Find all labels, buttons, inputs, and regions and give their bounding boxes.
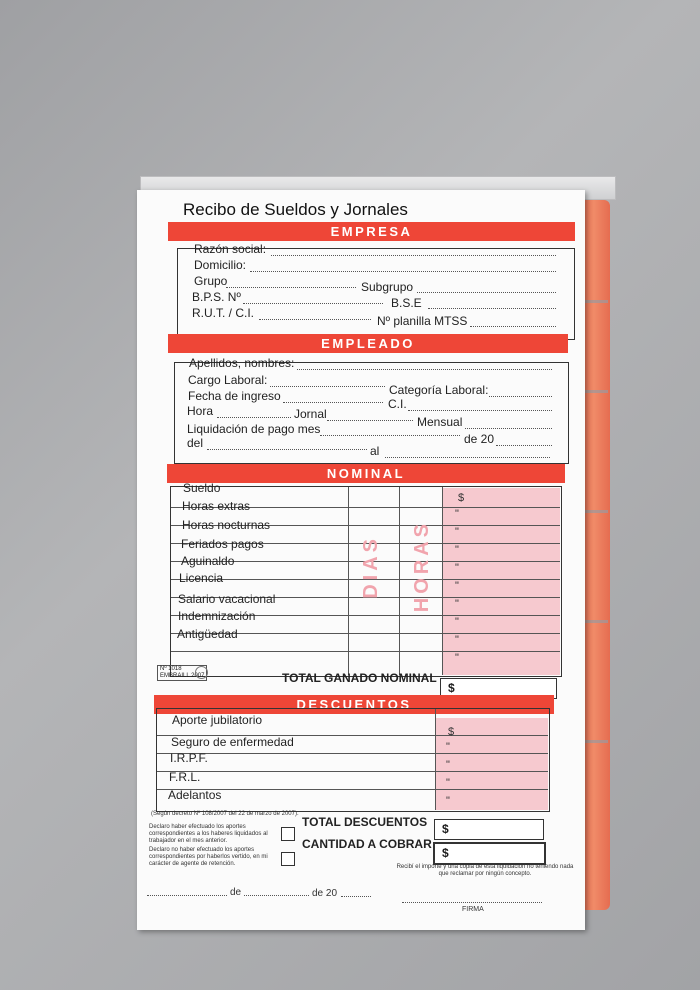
nominal-divider-dias xyxy=(348,487,349,675)
al-line[interactable] xyxy=(385,457,550,458)
categoria-label: Categoría Laboral: xyxy=(389,383,489,397)
descuentos-row-label: F.R.L. xyxy=(169,770,201,784)
pad-stripe xyxy=(584,510,608,513)
del-line[interactable] xyxy=(207,449,367,450)
fecha-ingreso-label: Fecha de ingreso xyxy=(188,389,281,403)
descuentos-rowline xyxy=(157,771,548,772)
recibi-text: Recibí el importe y una copia de esta liquidación no teniendo nada que reclamar por ningún concepto. xyxy=(396,864,574,877)
declaro-no-aportes-text: Declaro no haber efectuado los aportes correspondientes por haberlos vertido, en mi carácter de agente de retención. xyxy=(149,847,268,867)
nominal-row-label: Horas nocturnas xyxy=(182,518,271,532)
planilla-label: Nº planilla MTSS xyxy=(377,314,468,328)
nominal-rowline xyxy=(171,651,560,652)
al-label: al xyxy=(370,444,380,458)
pad-stripe xyxy=(584,620,608,623)
receipt-form xyxy=(137,190,585,930)
descuentos-divider xyxy=(435,709,436,810)
cantidad-cobrar-field[interactable] xyxy=(433,842,546,865)
nominal-row-label: Licencia xyxy=(179,571,224,585)
hora-line[interactable] xyxy=(217,417,291,418)
grupo-label: Grupo xyxy=(194,274,228,288)
jornal-label: Jornal xyxy=(294,407,327,421)
ci-line[interactable] xyxy=(408,410,552,411)
firma-line[interactable] xyxy=(402,902,542,903)
nominal-ditto: " xyxy=(455,544,459,556)
nominal-banner: NOMINAL xyxy=(167,464,565,483)
categoria-line[interactable] xyxy=(489,396,552,397)
bps-line[interactable] xyxy=(243,303,383,304)
cargo-line[interactable] xyxy=(270,386,385,387)
nominal-ditto: " xyxy=(455,652,459,664)
total-ganado-currency: $ xyxy=(448,681,455,695)
pad-stripe xyxy=(584,300,608,303)
ci-label: C.I. xyxy=(388,397,407,411)
bps-label: B.P.S. Nº xyxy=(192,290,241,304)
cargo-label: Cargo Laboral: xyxy=(188,373,268,387)
descuentos-ditto: " xyxy=(446,777,450,789)
descuentos-row-label: Adelantos xyxy=(168,788,222,802)
nominal-ditto: " xyxy=(455,562,459,574)
nominal-ditto: " xyxy=(455,580,459,592)
subgrupo-label: Subgrupo xyxy=(361,280,414,294)
total-ganado-label: TOTAL GANADO NOMINAL xyxy=(282,671,437,685)
printer-stamp-number: Nº 1018 xyxy=(160,666,182,672)
nominal-row-label: Feriados pagos xyxy=(181,537,264,551)
nominal-ditto: " xyxy=(455,616,459,628)
descuentos-row-label: Seguro de enfermedad xyxy=(171,735,294,749)
cantidad-cobrar-currency: $ xyxy=(442,846,449,860)
nominal-divider-importe xyxy=(442,487,443,675)
lugar-line[interactable] xyxy=(147,895,227,896)
empresa-banner: EMPRESA xyxy=(168,222,575,241)
fecha-ingreso-line[interactable] xyxy=(283,402,383,403)
de20-line[interactable] xyxy=(496,445,552,446)
nominal-row-label: Sueldo xyxy=(183,481,221,495)
dias-watermark: DIAS xyxy=(360,535,382,599)
pad-stripe xyxy=(584,390,608,393)
declaro-aportes-text: Declaro haber efectuado los aportes correspondientes a los haberes liquidados al trabajador en el mes anterior. xyxy=(149,824,268,844)
total-descuentos-currency: $ xyxy=(442,822,449,836)
horas-watermark: HORAS xyxy=(411,520,433,613)
subgrupo-line[interactable] xyxy=(417,292,556,293)
nominal-ditto: " xyxy=(455,526,459,538)
liquidacion-label: Liquidación de pago mes xyxy=(187,422,321,436)
descuentos-currency: $ xyxy=(448,726,455,738)
mensual-label: Mensual xyxy=(417,415,463,429)
apellidos-label: Apellidos, nombres: xyxy=(189,356,295,370)
nominal-row-label: Indemnización xyxy=(178,609,256,623)
decreto-note: (Según decreto Nº 108/2007 del 22 de marzo de 2007). xyxy=(151,811,299,817)
rut-line[interactable] xyxy=(259,319,371,320)
razon-social-label: Razón social: xyxy=(194,242,267,256)
de20-label: de 20 xyxy=(464,432,495,446)
fecha-de20-label: de 20 xyxy=(312,888,338,899)
descuentos-ditto: " xyxy=(446,795,450,807)
hora-label: Hora xyxy=(187,404,214,418)
nominal-ditto: " xyxy=(455,598,459,610)
planilla-line[interactable] xyxy=(470,326,556,327)
descuentos-banner: DESCUENTOS xyxy=(154,695,554,714)
declaro-no-aportes-checkbox[interactable] xyxy=(281,852,295,866)
cantidad-cobrar-label: CANTIDAD A COBRAR xyxy=(302,837,432,851)
nominal-row-label: Salario vacacional xyxy=(178,592,276,606)
firma-label: FIRMA xyxy=(462,906,484,913)
domicilio-line[interactable] xyxy=(250,271,556,272)
nominal-row-label: Horas extras xyxy=(182,499,251,513)
form-title: Recibo de Sueldos y Jornales xyxy=(183,200,408,219)
printer-stamp-sub: EMBRAILL 2007 xyxy=(160,673,205,679)
descuentos-row-label: I.R.P.F. xyxy=(170,751,208,765)
liquidacion-line[interactable] xyxy=(320,435,460,436)
nominal-currency: $ xyxy=(458,492,465,504)
del-label: del xyxy=(187,436,204,450)
mensual-line[interactable] xyxy=(465,428,552,429)
nominal-ditto: " xyxy=(455,508,459,520)
declaro-aportes-checkbox[interactable] xyxy=(281,827,295,841)
grupo-line[interactable] xyxy=(226,287,356,288)
recycle-icon xyxy=(195,666,208,679)
total-descuentos-field[interactable] xyxy=(434,819,544,840)
jornal-line[interactable] xyxy=(327,420,413,421)
nominal-row-label: Antigüedad xyxy=(177,627,238,641)
fecha-de-label: de xyxy=(230,887,242,898)
bse-line[interactable] xyxy=(428,308,556,309)
descuentos-row-label: Aporte jubilatorio xyxy=(172,713,263,727)
rut-label: R.U.T. / C.I. xyxy=(192,306,255,320)
descuentos-ditto: " xyxy=(446,741,450,753)
fecha-anio-line[interactable] xyxy=(341,896,371,897)
bse-label: B.S.E xyxy=(391,296,422,310)
descuentos-ditto: " xyxy=(446,759,450,771)
nominal-divider-horas xyxy=(399,487,400,675)
nominal-ditto: " xyxy=(455,634,459,646)
total-descuentos-label: TOTAL DESCUENTOS xyxy=(302,815,428,829)
fecha-mes-line[interactable] xyxy=(244,895,309,896)
apellidos-line[interactable] xyxy=(297,369,552,370)
razon-social-line[interactable] xyxy=(271,255,556,256)
descuentos-rowline xyxy=(157,753,548,754)
pad-stripe xyxy=(584,740,608,743)
empleado-banner: EMPLEADO xyxy=(168,334,568,353)
nominal-row-label: Aguinaldo xyxy=(181,554,235,568)
domicilio-label: Domicilio: xyxy=(194,258,247,272)
